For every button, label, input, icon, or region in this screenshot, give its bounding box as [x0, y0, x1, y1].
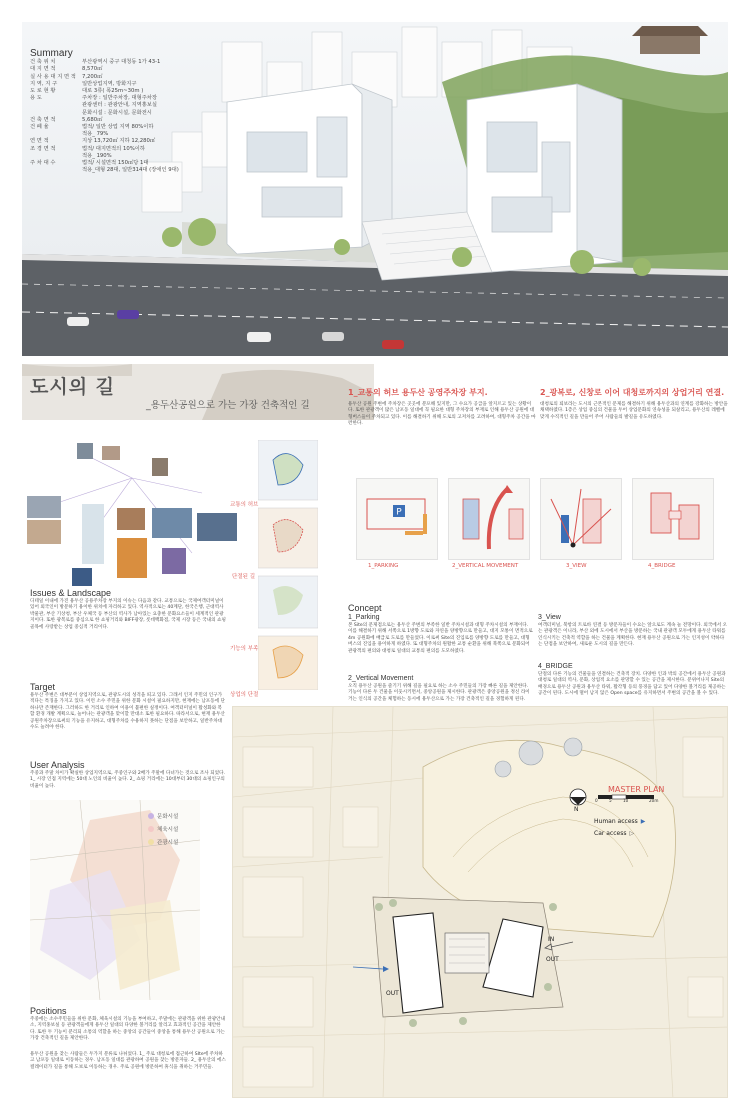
side-label-2: 단절된 길 [232, 574, 256, 580]
summary-value: 문화시설 : 문화시설, 문화전시 [82, 109, 152, 116]
legend-dot-sports [148, 826, 154, 832]
summary-label [30, 110, 82, 117]
page-title: 도시의 길 [30, 376, 116, 398]
legend-human-access: Human access ▶ [594, 818, 646, 825]
user-analysis-title: User Analysis [30, 760, 85, 770]
side-label-1: 교통의 허브 [230, 502, 259, 508]
issues-title: Issues & Landscape [30, 588, 112, 598]
issues-body: 디테일 이내에 가진 용두산 공용주차장 부지의 이슈는 다음과 같다. 교통으로는 국제여객터미널이 있어 외국인이 방문하기 용이한 위치에 자리하고 있다. 역사적으로는 40계단, 한국은행, 근대역사박물관, 부산 기상청, 부산 우체국 등 부산의 역사가 남아있는 요충한 문화요소들이 세계적인 관광지이다. 또한 광복로를 중심으로 한 쇼핑거리와 BIFF광장, 롯데백화점, 국제 시장 등은 국내의 쇼핑골목에 사랑받는 상업 중심적 거리이다. [30, 599, 226, 630]
diagram-view [540, 478, 622, 560]
summary-row [30, 110, 220, 117]
diagram-parking [356, 478, 438, 560]
summary-row [30, 66, 220, 73]
diagram-bridge [632, 478, 714, 560]
car-access-arrow [551, 942, 573, 947]
positions-title: Positions [30, 1006, 67, 1016]
summary-value: 대로 3류( 폭25m~30m ) [82, 88, 144, 95]
summary-label: 건 축 면 적 [30, 116, 56, 123]
summary-label: 연 면 적 [30, 138, 49, 145]
summary-label: 지 역, 지 구 [30, 80, 58, 87]
legend-tourism: 관광시설 [148, 838, 178, 846]
summary-value: 지상 13,720㎡ 지하 12,280㎡ [82, 138, 156, 145]
user-analysis-body: 주중과 주말 차이가 확실한 상업지역으로, 주중인구와 2배가 주말에 다녀가는 것으로 조사 되었다. 1_ 시장 인접 지역에는 50대 노인의 비율이 높다. 2_ 쇼핑 거리에는 10대부터 30대의 쇼핑인구의 비율이 높다. [30, 771, 225, 789]
target-body: 용두산 주변은 대부분이 상업지역으로, 관광도시의 성격을 띄고 있다. 그래서 인지 주민의 인구가 적다는 특징을 가지고 있다. 이런 소수 주민을 위한 문화 시설이 필요하지만, 현재에는 남포동에 단 하나만 존재한다. 그러하도 한 거리로 인하여 이용이 불편한 실정이다. 여객터미널이 활성화와 복합 환경 개발 계획으로, 늘어나는 관광객을 맞이할 만대소 또한 필요하다. 따라서으로, 현재 용두산 공원주차장으로써의 기능을 유지하고, 대형주차를 수용하지 못하는 단점을 보안하고, 일반주차대수도 늘려야 한다. [30, 693, 225, 731]
caption-parking: 1_PARKING [368, 563, 399, 569]
summary-value: 법적/ 대지면적의 10%이하 [82, 145, 145, 152]
concept-vertical-title: 2_Vertical Movement [348, 675, 414, 682]
caption-bridge: 4_BRIDGE [648, 563, 676, 569]
summary-label: 건 폐 율 [30, 124, 49, 131]
summary-row [30, 146, 220, 153]
summary-rows [30, 59, 220, 174]
scale-5: 5 [609, 798, 612, 803]
concept-view-body: 여객터미널, 북항의 트로바 연결 등 방문자들이 수요는 앞으로도 계속 늘 전망이다. 외국에서 오는 관광객은 이니라, 부산 외에 도시에서 부산을 방문하는 국내 관광객 모두에게 용두산 타워를 인식시키는 건축적 역할을 하는 건물을 계획한다. 현재 용두산 공원으로 가는 인지성이 약하다는 단점을 보안하여, 새로운 도시의 길을 만든다. [538, 623, 728, 648]
section2-heading: 2_광복로, 신창로 이어 대청로까지의 상업거리 연결. [540, 388, 725, 397]
human-access-arrow [353, 967, 383, 969]
legend-culture: 문화시설 [148, 812, 178, 820]
summary-label [30, 102, 82, 109]
location-maps [258, 440, 318, 690]
summary-value: 적용_대형 28대, 일반314대 (장애인 9대) [82, 167, 179, 174]
label-out-right: OUT [546, 956, 559, 963]
car-access-icon: ▷ [629, 830, 635, 837]
section1-heading: 1_교통의 허브 용두산 공영주차장 부지. [348, 388, 488, 397]
master-plan [232, 706, 728, 1098]
user-legend [148, 812, 178, 846]
positions-extra: 용두산 공원을 찾는 사람들은 두가지 분류로 나뉘었다. 1_ 주로 대청로에 접근하여 SIte에 주차하고 남포동 일대로 이동하는 경우. 남포동 일대를 관광하여 공원을 찾는 방문자들. 2_ 용두산의 에스컬레이터가 길을 통해 도보로 이동하는 경우. 주로 공원에 방문하여 휴식을 취하는 거주민들. [30, 1052, 226, 1070]
masterplan-north: N [574, 806, 579, 813]
concept-title: Concept [348, 603, 382, 613]
north-arrow-icon [570, 789, 586, 805]
caption-vertical: 2_VERTICAL MOVEMENT [452, 563, 519, 569]
caption-view: 3_VIEW [566, 563, 587, 569]
summary-value: 7,200㎡ [82, 73, 103, 80]
side-label-3: 기능의 부족 [230, 646, 259, 652]
concept-vertical-body: 오직 용두산 공원을 즐기기 위해 길을 필요로 하는 소수 주민들의 가장 빠른 길을 제안한다. 기능이 다른 두 건물을 이웃시키면서, 중앙공원을 제시한다. 관광객은 중앙공원을 정신 라이거는 인식의 공간을 체험하는 동시에 용두산으로 가는 가장 건축적인 길을 경험하게 된다. [348, 684, 530, 702]
summary-row [30, 124, 220, 131]
summary-value: 관광센터 : 관광안내, 지역홍보실 [82, 102, 158, 109]
summary-value: 법적/ 일반 상업 지역 80%이하 [82, 124, 154, 131]
diagram-vertical-movement [448, 478, 530, 560]
summary-label: 도 로 현 황 [30, 88, 56, 95]
summary-label: 건 축 위 치 [30, 59, 56, 66]
legend-dot-tourism [148, 839, 154, 845]
concept-view-title: 3_View [538, 614, 561, 621]
legend-dot-culture [148, 813, 154, 819]
section2-body: 대청로의 퇴보라는 도시의 근본적인 문제를 해결하기 위해 용두산과의 연계를 강화하는 방안을 채택하였다. 1층은 상업 중심의 건물을 두어 상업문화의 연속성을 되살리고, 용두산의 레벨에 맞게 수직적인 길을 만들어 주어 사람들의 발길을 유도하였다. [540, 402, 728, 420]
concept-bridge-body: 단절의 다른 기능의 건물들을 연결하는 건축적 장치. 다양한 인과 박의 공간에서 용두산 공원과 대청로 일대의 역사, 문화, 상업적 요소를 관망할 수 있는 공간을 제시한다. 분위어나지 Site의 배경으로 용두산 공원과 용두산 타워, 활각형 등의 풍경을 담고 있어 다양한 볼거리를 제공하는 공간이 된다. 도시에 떨어 남지 않은 Open space를 유지하면서 주변의 공간을 볼 수 있다. [538, 672, 726, 697]
masterplan-title: MASTER PLAN [608, 785, 665, 794]
summary-value: 5,680㎡ [82, 116, 103, 123]
positions-body: 주중에는 소수주민들을 위한 문화, 체육시설의 기능을 부여하고, 주말에는 관광객을 위한 관광안내소, 지역홍보실 등 관광객들에게 용두산 일대의 다양한 볼거리를 알리고 효과적인 공간을 제안한다. 또한 두 기능이 분리되 소통의 역할을 하는 중앙의 공간들이 중앙을 통해 용두산 공원으로 가는 가장 건축적인 길을 제안한다. [30, 1017, 226, 1042]
concept-bridge-title: 4_BRIDGE [538, 663, 573, 670]
summary-label: 대 지 면 적 [30, 66, 56, 73]
label-out-left: OUT [386, 990, 399, 997]
summary-value: 적용_ 190% [82, 152, 112, 159]
svg-text:P: P [396, 507, 402, 518]
summary-value: 주차장 : 일반주차장, 대형주차장 [82, 95, 158, 102]
summary-value: 일반상업지역, 방화지구 [82, 80, 137, 87]
section1-body: 용두산 공원 주변에 주차장은 곳곳에 분포해 있지만, 그 수요가 공급을 앞지르고 있는 상황이다. 또한 관광객이 많은 남포동 일대에 꼭 필요한 대형 주차장의 부재로 인해 용두산 공원에 대형버스들이 주차되고 있다. 이를 해결하기 위해 도로의 고저차를 고려하여, 대형주차 공간을 마련한다. [348, 402, 536, 427]
summary-label: 실 사 용 대 지 면 적 [30, 73, 76, 80]
scale-0: 0 [595, 798, 598, 803]
page-subtitle: _용두산공원으로 가는 가장 건축적인 길 [146, 400, 310, 411]
summary-label: 용 도 [30, 95, 42, 102]
summary-row [30, 117, 220, 124]
legend-sports: 체육시설 [148, 825, 178, 833]
summary-row [30, 138, 220, 145]
label-in: IN [548, 936, 555, 943]
summary-label: 조 경 면 적 [30, 145, 56, 152]
summary-row [30, 59, 220, 66]
concept-parking-body: 본 Site의 문제점으로는 용두산 주변의 부족한 일반 주차시설과 대형 주차시설의 부재이다. 이를 해결하기 위해 서쪽으로 1방향 도로와 자연을 양방향으로 만들고, 대지 모퉁이 면적으로 4m 공원화에 배급로 도로를 만들었다. 이로써 Site의 진입로를 양방향 도로를 만들고, 대형버스의 진입을 용이하게 하였다. 또 대형주차의 원활한 교통 순환을 위해 북쪽으로 문화되어 관광객의 편의와 대청로 일대의 교통의 편의를 도모하였다. [348, 623, 533, 654]
summary-row [30, 74, 220, 81]
concept-parking-title: 1_Parking [348, 614, 380, 621]
scale-10: 10 [623, 798, 629, 803]
summary-value: 8,570㎡ [82, 66, 103, 73]
human-access-icon: ▶ [640, 818, 646, 825]
summary-value: 부산광역시 중구 대청동 1가 43-1 [82, 59, 161, 66]
summary-title: Summary [30, 48, 73, 59]
summary-label [30, 167, 82, 174]
summary-row [30, 153, 220, 160]
summary-row [30, 167, 220, 174]
summary-label [30, 153, 82, 160]
pagoda-icon [632, 26, 708, 54]
scale-20: 20m [649, 798, 659, 803]
side-label-4: 상업의 단절 [230, 692, 259, 698]
summary-value: 적용_ 79% [82, 131, 109, 138]
target-title: Target [30, 682, 56, 692]
legend-car-access: Car access ▷ [594, 830, 635, 837]
summary-row [30, 81, 220, 88]
summary-value: 법적/ 시설면적 150㎡당 1대 [82, 160, 149, 167]
photo-collage [22, 438, 242, 588]
summary-label: 주 차 대 수 [30, 160, 56, 167]
summary-row [30, 102, 220, 109]
summary-panel [30, 50, 220, 174]
